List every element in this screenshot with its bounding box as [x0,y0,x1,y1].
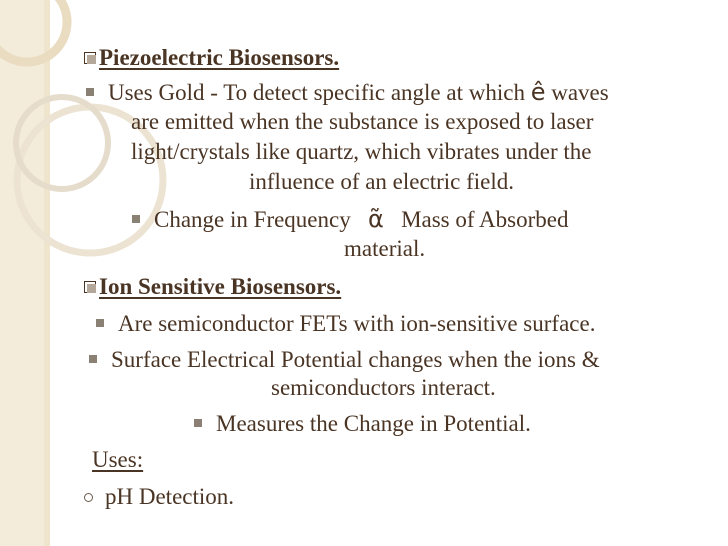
sub-bullet-frequency-line2: material. [344,236,426,261]
bullet-semiconductor-fets: Are semiconductor FETs with ion-sensitive surface. [96,310,595,338]
left-band [0,0,44,546]
square-bullet-icon [89,355,97,363]
bullet-uses-gold-line1: Uses Gold - To detect specific angle at which ê waves [86,78,609,107]
bullet-uses-gold-line2: are emitted when the substance is exposed to laser [131,109,594,134]
sub-bullet-measures: Measures the Change in Potential. [194,410,531,438]
square-bullet-icon [194,419,202,427]
deco-ring-top [0,0,67,62]
deco-ring-mid [16,97,108,189]
bullet-uses-gold-line3: light/crystals like quartz, which vibrates under the [131,139,592,164]
square-bullet-icon [86,88,94,96]
uses-heading: Uses: [92,447,144,472]
heading-piezoelectric: Piezoelectric Biosensors. [84,44,339,72]
bullet-uses-gold-line4: influence of an electric field. [249,169,514,194]
square-bullet-icon [96,319,104,327]
checkbox-bullet-icon [84,52,96,64]
proportional-symbol: α̃ [367,205,384,233]
bullet-surface-potential: Surface Electrical Potential changes when the ions & [89,346,600,374]
checkbox-bullet-icon [84,281,96,293]
heading-ion-sensitive: Ion Sensitive Biosensors. [84,273,341,301]
circle-bullet-icon [84,493,93,502]
left-band-edge [44,0,50,546]
bullet-surface-potential-line2: semiconductors interact. [271,375,496,400]
square-bullet-icon [132,215,140,223]
uses-item-ph: pH Detection. [84,483,234,511]
sub-bullet-frequency: Change in Frequency α̃ Mass of Absorbed [132,205,568,234]
